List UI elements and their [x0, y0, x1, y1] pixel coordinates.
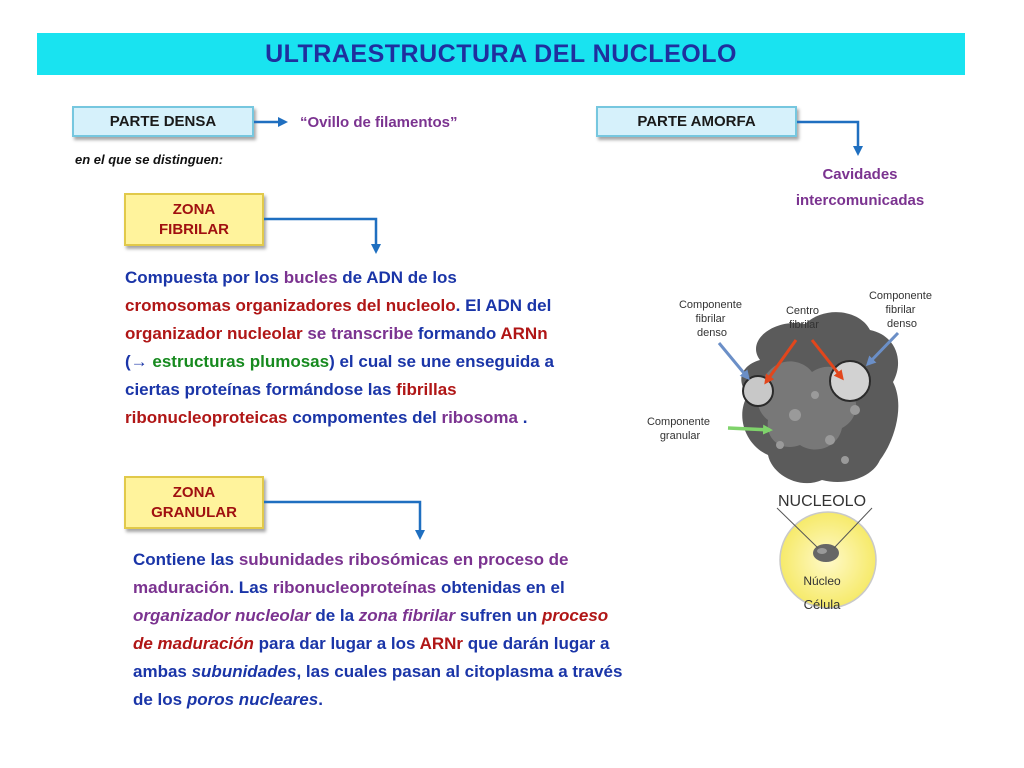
zg-t15: ambas [133, 662, 192, 681]
zona-fibrilar-label-line1: ZONA [172, 200, 216, 218]
zg-t3: . Las [229, 578, 273, 597]
zg-t12: para dar lugar a los [253, 634, 420, 653]
parte-amorfa-label: PARTE AMORFA [637, 113, 756, 130]
zf-t13: fibrillas [396, 380, 457, 399]
zg-t19: poros nucleares [186, 690, 319, 709]
zf-t12: ciertas proteínas formándose las [125, 380, 397, 399]
page-title: ULTRAESTRUCTURA DEL NUCLEOLO [265, 39, 737, 68]
zf-t15: compomentes del [287, 408, 442, 427]
zg-t9: sufren un [455, 606, 543, 625]
zg-t0: Contiene las [133, 550, 239, 569]
parte-amorfa-desc-line2: intercomunicadas [795, 192, 925, 209]
zona-granular-label-line2: GRANULAR [151, 503, 237, 521]
zg-t1: subunidades ribosómicas en proceso de [238, 550, 569, 569]
zf-t5: organizador nucleolar [125, 324, 303, 343]
zg-t13: ARNr [419, 634, 464, 653]
zg-t6: organizador nucleolar [133, 606, 311, 625]
parte-densa-note: en el que se distinguen: [75, 152, 224, 167]
label-cfd-left: Componente fibrilar denso [678, 299, 742, 339]
zg-t17: , las cuales pasan al citoplasma a través [296, 662, 623, 681]
parte-amorfa-desc-line1: Cavidades [822, 166, 898, 183]
parte-densa-desc: “Ovillo de filamentos” [300, 114, 458, 131]
label-celula: Célula [803, 597, 841, 612]
zf-t4: . El ADN del [455, 296, 552, 315]
zg-t8: zona fibrilar [358, 606, 456, 625]
zf-t16: ribosoma [441, 408, 518, 427]
zona-granular-label-line1: ZONA [172, 483, 216, 501]
zg-t20: . [318, 690, 323, 709]
zf-t9: (→ [125, 352, 153, 371]
parte-densa-label: PARTE DENSA [109, 113, 217, 130]
label-componente-granular: Componente granular [646, 416, 710, 442]
zg-t16: subunidades [191, 662, 297, 681]
zf-t7: formando [417, 324, 501, 343]
zf-t11: ) el cual se une enseguida a [329, 352, 554, 371]
zf-t3: cromosomas organizadores del nucleolo [125, 296, 456, 315]
zf-t14: ribonucleoproteicas [125, 408, 288, 427]
arrow-granular [728, 428, 770, 430]
zf-t6: se transcribe [302, 324, 418, 343]
label-nucleo: Núcleo [803, 574, 841, 588]
zf-t1: bucles [283, 268, 338, 287]
zg-t7: de la [310, 606, 359, 625]
zg-t2: maduración [133, 578, 230, 597]
zg-t18: de los [133, 690, 187, 709]
zg-t5: obtenidas en el [436, 578, 565, 597]
zf-t17: . [518, 408, 528, 427]
zg-t4: ribonucleoproteínas [272, 578, 437, 597]
zf-t8: ARNn [500, 324, 548, 343]
label-nucleolo: NUCLEOLO [777, 493, 867, 510]
zf-t0: Compuesta por los [125, 268, 284, 287]
label-cfd-right: Componente fibrilar denso [868, 290, 932, 330]
zf-t2: de ADN de los [337, 268, 457, 287]
zg-t11: de maduración [133, 634, 254, 653]
nucleolus-blob [741, 312, 898, 483]
zona-fibrilar-label-line2: FIBRILAR [159, 220, 229, 238]
label-centro-fibrilar: Centro fibrilar [785, 305, 819, 331]
zg-t14: que darán lugar a [463, 634, 610, 653]
arrow-cfd-left [719, 343, 748, 378]
zg-t10: proceso [542, 606, 609, 625]
zf-t10: estructuras plumosas [152, 352, 330, 371]
